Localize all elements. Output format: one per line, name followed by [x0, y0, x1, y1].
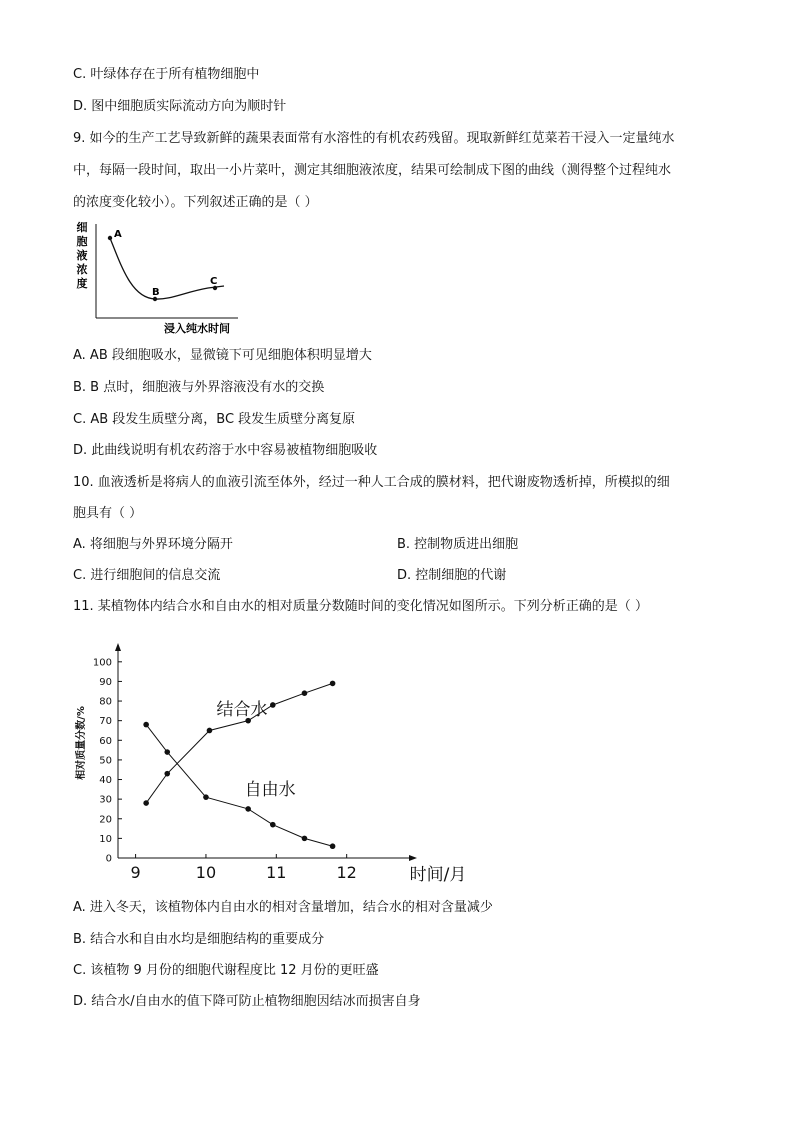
y-tick-label: 80 [99, 696, 112, 708]
y-tick-label: 30 [99, 794, 112, 806]
data-point [207, 728, 213, 734]
data-point [302, 690, 308, 696]
x-tick-label: 9 [130, 863, 141, 882]
data-point [164, 771, 170, 777]
q10-stem-line-2: 胞具有（ ） [73, 506, 143, 521]
data-point [143, 722, 149, 728]
q9-label-c: C [210, 276, 218, 287]
q11-stem: 11. 某植物体内结合水和自由水的相对质量分数随时间的变化情况如图所示。下列分析正确的是（ ） [73, 599, 648, 614]
x-axis-arrow [409, 855, 417, 861]
y-tick-label: 10 [99, 833, 112, 845]
x-tick-label: 10 [195, 863, 217, 882]
q10-option-b: B. 控制物质进出细胞 [397, 537, 519, 552]
data-point [302, 836, 308, 842]
q8-option-c: C. 叶绿体存在于所有植物细胞中 [73, 67, 260, 82]
q9-stem-line-2: 中，每隔一段时间，取出一小片菜叶，测定其细胞液浓度，结果可绘制成下图的曲线（测得整个过程纯水 [73, 163, 672, 178]
data-point [143, 800, 149, 806]
q9-point-a [108, 236, 112, 240]
series-label: 结合水 [216, 699, 268, 720]
y-tick-label: 60 [99, 735, 112, 747]
q9-ylabel-char: 胞 [76, 235, 88, 248]
y-tick-label: 0 [105, 853, 112, 865]
q10-option-a: A. 将细胞与外界环境分隔开 [73, 537, 233, 552]
q10-stem-line-1: 10. 血液透析是将病人的血液引流至体外，经过一种人工合成的膜材料，把代谢废物透析掉，所模拟的细 [73, 475, 670, 490]
y-tick-label: 40 [99, 775, 112, 787]
q9-option-a: A. AB 段细胞吸水，显微镜下可见细胞体积明显增大 [73, 348, 372, 363]
y-tick-label: 90 [99, 676, 112, 688]
q9-stem-line-3: 的浓度变化较小）。下列叙述正确的是（ ） [73, 195, 318, 210]
y-axis-label: 相对质量分数/% [76, 706, 87, 780]
series-label: 自由水 [244, 780, 296, 801]
q9-option-c: C. AB 段发生质壁分离，BC 段发生质壁分离复原 [73, 412, 356, 427]
q9-ylabel-char: 度 [76, 277, 88, 290]
q9-stem-line-1: 9. 如今的生产工艺导致新鲜的蔬果表面常有水溶性的有机农药残留。现取新鲜红苋菜若干浸入一定量纯水 [73, 131, 675, 146]
q8-option-d: D. 图中细胞质实际流动方向为顺时针 [73, 99, 287, 114]
q9-ylabel-char: 浓 [76, 263, 88, 276]
q9-label-a: A [114, 229, 122, 240]
q11-option-b: B. 结合水和自由水均是细胞结构的重要成分 [73, 932, 325, 947]
y-axis-arrow [115, 643, 121, 651]
x-axis-label: 时间/月 [409, 865, 467, 885]
data-point [270, 822, 276, 828]
q9-xlabel: 浸入纯水时间 [164, 322, 230, 335]
q9-concentration-graph [70, 218, 250, 338]
q10-option-c: C. 进行细胞间的信息交流 [73, 568, 221, 583]
x-tick-label: 12 [336, 863, 357, 882]
x-tick-label: 11 [266, 863, 287, 882]
q11-option-c: C. 该植物 9 月份的细胞代谢程度比 12 月份的更旺盛 [73, 963, 379, 978]
y-tick-label: 20 [99, 814, 112, 826]
data-point [330, 843, 336, 849]
q11-water-chart [70, 630, 467, 890]
q9-ylabel-char: 细 [76, 221, 88, 234]
q11-option-d: D. 结合水/自由水的值下降可防止植物细胞因结冰而损害自身 [73, 994, 421, 1009]
data-point [270, 702, 276, 708]
q9-curve [110, 238, 224, 299]
data-point [203, 794, 209, 800]
q9-ylabel-char: 液 [76, 249, 88, 262]
data-point [245, 806, 251, 812]
q10-option-d: D. 控制细胞的代谢 [397, 568, 507, 583]
q9-option-d: D. 此曲线说明有机农药溶于水中容易被植物细胞吸收 [73, 443, 378, 458]
q11-option-a: A. 进入冬天，该植物体内自由水的相对含量增加，结合水的相对含量减少 [73, 900, 493, 915]
data-point [330, 681, 336, 687]
y-tick-label: 70 [99, 716, 112, 728]
y-tick-label: 50 [99, 755, 112, 767]
series-line [146, 725, 332, 847]
data-point [164, 749, 170, 755]
q9-label-b: B [152, 287, 160, 298]
y-tick-label: 100 [92, 657, 112, 669]
q9-option-b: B. B 点时，细胞液与外界溶液没有水的交换 [73, 380, 325, 395]
